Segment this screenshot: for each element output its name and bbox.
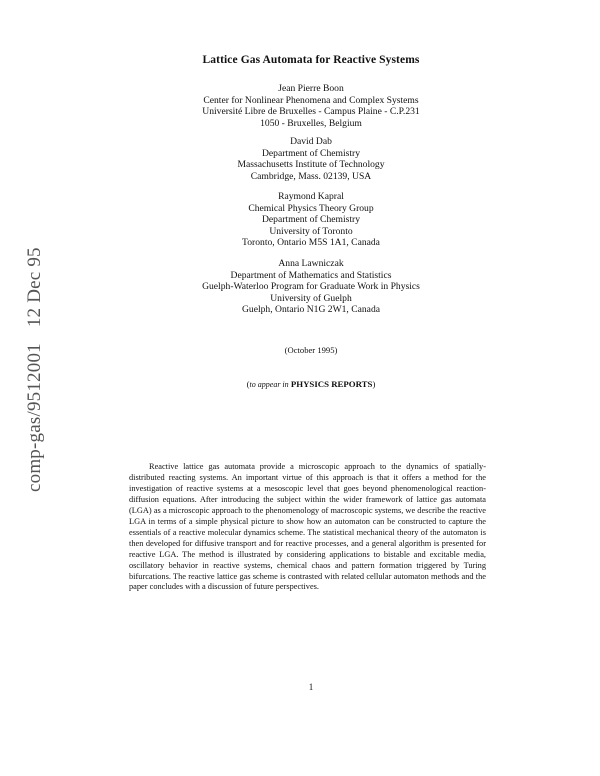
author-affiliation-line: Center for Nonlinear Phenomena and Complex Systems [203,94,419,106]
paper-title: Lattice Gas Automata for Reactive Systems [202,54,420,66]
author-affiliation-line: Université Libre de Bruxelles - Campus Plaine - C.P.231 [202,106,420,118]
author-affiliation-line: University of Guelph [270,292,352,304]
author-affiliation-line: University of Toronto [269,225,353,237]
paper-date: (October 1995) [284,345,338,355]
author-affiliation-line: Department of Chemistry [261,214,361,226]
arxiv-date: 12 Dec 95 [24,247,45,328]
author-affiliation-line: Massachusetts Institute of Technology [237,159,385,171]
author-affiliation-line: Chemical Physics Theory Group [248,202,374,214]
author-affiliation-line: Department of Mathematics and Statistics [230,269,392,281]
author-name: Jean Pierre Boon [278,83,344,94]
author-affiliation-line: Guelph, Ontario N1G 2W1, Canada [241,304,380,316]
publication-note-open: ( [246,379,250,389]
author-name: Raymond Kapral [278,191,344,202]
journal-name: PHYSICS REPORTS [290,379,373,389]
author-block-kapral [0,191,600,249]
author-affiliation-line: Department of Chemistry [261,147,361,159]
abstract: Reactive lattice gas automata provide a microscopic approach to the dynamics of spatially-distributed reacting systems. An important virtue of this approach is that it offers a method for the investigation of reactive systems at a mesoscopic level that goes beyond phenomenological reaction-diffusion equations. After introducing the subject within the wider framework of lattice gas automata (LGA) as a microscopic approach to the phenomenology of macroscopic systems, we describe the reactive LGA in terms of a simple physical picture to show how an automaton can be constructed to capture the essentials of a reactive molecular dynamics scheme. The statistical mechanical theory of the automaton is then developed for diffusive transport and for reactive processes, and a general algorithm is presented for reactive LGA. The method is illustrated by considering applications to bistable and excitable media, oscillatory behavior in reactive systems, chemical chaos and pattern formation triggered by Turing bifurcations. The reactive lattice gas scheme is contrasted with related cellular automaton methods and the paper concludes with a discussion of future perspectives. [129,462,486,592]
author-affiliation-line: Cambridge, Mass. 02139, USA [250,170,372,182]
arxiv-identifier: comp-gas/9512001 [24,343,45,492]
author-affiliation-line: Guelph-Waterloo Program for Graduate Work in Physics [202,281,420,293]
author-affiliation-line: 1050 - Bruxelles, Belgium [260,117,362,129]
author-block-lawniczak [0,258,600,316]
publication-note-prefix: to appear in [249,380,289,389]
author-affiliation-line: Toronto, Ontario M5S 1A1, Canada [242,237,380,249]
publication-note-close: ) [372,379,376,389]
author-block-boon [0,83,600,129]
publication-note [0,379,600,389]
page-number: 1 [308,682,314,692]
author-block-dab [0,136,600,182]
author-name: Anna Lawniczak [278,258,344,269]
author-name: David Dab [290,136,332,147]
